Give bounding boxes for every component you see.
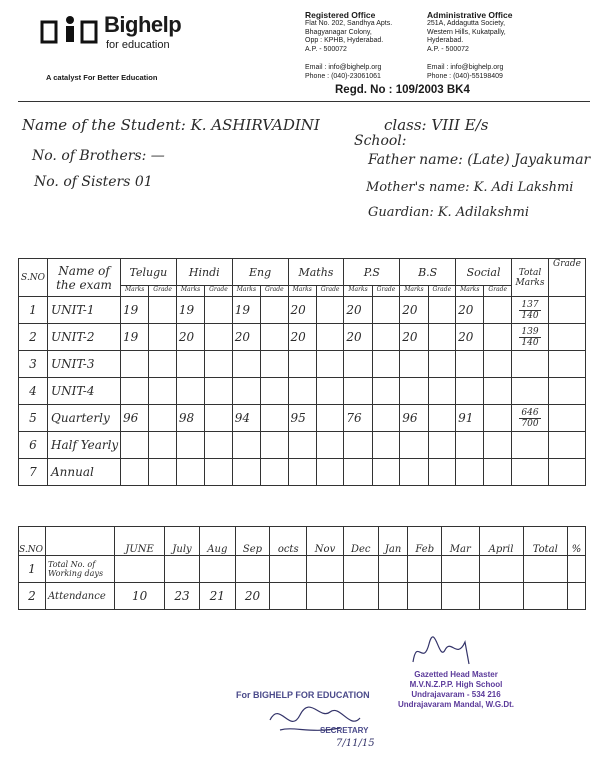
- grade-subheader: Grade: [484, 286, 512, 297]
- subject-grade: [428, 432, 455, 459]
- address-line: A.P. - 500072: [305, 45, 347, 53]
- subject-header: Telugu: [121, 259, 177, 286]
- subject-mark: [232, 378, 260, 405]
- subject-grade: [428, 351, 455, 378]
- total-grade: [549, 459, 586, 486]
- month-header: Dec: [343, 527, 378, 556]
- subject-header: Hindi: [176, 259, 232, 286]
- subject-grade: [205, 351, 232, 378]
- month-header: JUNE: [115, 527, 165, 556]
- table-row: [19, 378, 586, 405]
- row-sno: 1: [19, 297, 48, 324]
- subject-mark: 96: [121, 405, 149, 432]
- subject-grade: [316, 405, 343, 432]
- subject-mark: 20: [288, 297, 316, 324]
- month-header: Jan: [378, 527, 408, 556]
- attendance-value: [442, 556, 479, 583]
- registered-office: [305, 10, 420, 81]
- row-sno: 6: [19, 432, 48, 459]
- subject-grade: [261, 351, 288, 378]
- subject-header: Social: [456, 259, 512, 286]
- total-denominator: 700: [521, 418, 539, 429]
- attendance-header-row: [19, 527, 586, 556]
- grade-subheader: Grade: [428, 286, 455, 297]
- table-row: [19, 297, 586, 324]
- subject-mark: [456, 459, 484, 486]
- exam-name: UNIT-2: [48, 324, 121, 351]
- total-marks-header: Total Marks: [512, 259, 549, 297]
- subject-mark: [232, 432, 260, 459]
- bighelp-stamp: For BIGHELP FOR EDUCATION: [236, 690, 370, 700]
- secretary-signature-icon: [260, 690, 370, 750]
- attendance-value: 23: [165, 583, 200, 610]
- subject-mark: 19: [232, 297, 260, 324]
- attendance-value: [378, 556, 408, 583]
- subject-mark: 20: [344, 297, 372, 324]
- subject-grade: [149, 405, 176, 432]
- total-numerator: 139: [521, 326, 539, 337]
- subject-grade: [372, 459, 399, 486]
- total-denominator: 140: [521, 337, 539, 348]
- table-row: [19, 405, 586, 432]
- month-header: octs: [270, 527, 307, 556]
- subject-mark: [288, 459, 316, 486]
- total-denominator: 140: [521, 310, 539, 321]
- address-line: Hyderabad.: [427, 37, 464, 45]
- subject-grade: [428, 378, 455, 405]
- subject-mark: 20: [400, 297, 428, 324]
- subject-grade: [316, 459, 343, 486]
- subject-grade: [428, 324, 455, 351]
- student-class: class: VIII E/s: [384, 116, 489, 134]
- table-row: [19, 556, 586, 583]
- subject-grade: [484, 297, 512, 324]
- total-marks: [512, 324, 549, 351]
- marks-subheader: Marks: [176, 286, 204, 297]
- sno-header: S.NO: [19, 527, 46, 556]
- subject-grade: [205, 297, 232, 324]
- label-header: [46, 527, 115, 556]
- total-marks: [512, 459, 549, 486]
- subject-mark: [400, 432, 428, 459]
- subject-grade: [428, 405, 455, 432]
- subject-grade: [372, 351, 399, 378]
- sisters-count: No. of Sisters 01: [34, 174, 153, 190]
- subject-grade: [205, 324, 232, 351]
- subject-grade: [261, 297, 288, 324]
- address-line: Bhagyanagar Colony,: [305, 28, 372, 36]
- attendance-value: [270, 556, 307, 583]
- subject-mark: 20: [456, 297, 484, 324]
- total-marks: [512, 432, 549, 459]
- month-header: Aug: [199, 527, 235, 556]
- subject-grade: [149, 324, 176, 351]
- total-marks: [512, 378, 549, 405]
- total-numerator: 137: [521, 299, 539, 310]
- exam-name: Half Yearly: [48, 432, 121, 459]
- subject-grade: [484, 459, 512, 486]
- subject-mark: 98: [176, 405, 204, 432]
- subject-mark: [121, 378, 149, 405]
- subject-mark: [288, 351, 316, 378]
- exam-name: UNIT-1: [48, 297, 121, 324]
- subject-grade: [316, 378, 343, 405]
- subject-grade: [372, 297, 399, 324]
- subject-grade: [149, 459, 176, 486]
- subject-mark: [344, 459, 372, 486]
- subject-mark: [232, 459, 260, 486]
- subject-mark: [121, 351, 149, 378]
- subject-grade: [149, 297, 176, 324]
- grade-subheader: Grade: [205, 286, 232, 297]
- attendance-value: [479, 556, 523, 583]
- guardian-name: Guardian: K. Adilakshmi: [368, 205, 529, 220]
- subject-mark: 20: [456, 324, 484, 351]
- total-marks: [512, 351, 549, 378]
- total-numerator: 646: [521, 407, 539, 418]
- attendance-value: 20: [235, 583, 269, 610]
- row-sno: 5: [19, 405, 48, 432]
- row-sno: 4: [19, 378, 48, 405]
- attendance-value: 10: [115, 583, 165, 610]
- marks-subheader: Marks: [232, 286, 260, 297]
- subject-mark: [288, 378, 316, 405]
- month-header: Mar: [442, 527, 479, 556]
- month-header: Nov: [307, 527, 344, 556]
- attendance-value: 21: [199, 583, 235, 610]
- subject-grade: [316, 351, 343, 378]
- school-label: School:: [354, 133, 407, 149]
- subject-header: Maths: [288, 259, 344, 286]
- grade-header: Grade: [549, 259, 586, 297]
- email: Email : info@bighelp.org: [305, 64, 382, 72]
- attendance-table: [18, 526, 586, 610]
- exam-name: UNIT-4: [48, 378, 121, 405]
- subject-mark: [456, 351, 484, 378]
- attendance-value: [199, 556, 235, 583]
- subject-grade: [205, 459, 232, 486]
- subject-mark: [456, 432, 484, 459]
- subject-grade: [316, 432, 343, 459]
- total-grade: [549, 297, 586, 324]
- address-line: Western Hills, Kukatpally,: [427, 28, 506, 36]
- subject-mark: [400, 378, 428, 405]
- subject-mark: 20: [232, 324, 260, 351]
- phone: Phone : (040)-23061061: [305, 73, 381, 81]
- attendance-value: [567, 583, 585, 610]
- secretary-label: SECRETARY: [320, 726, 369, 735]
- subject-mark: [121, 432, 149, 459]
- address-line: Opp : KPHB, Hyderabad.: [305, 37, 384, 45]
- grade-subheader: Grade: [149, 286, 176, 297]
- subject-grade: [261, 324, 288, 351]
- month-header: %: [567, 527, 585, 556]
- table-row: [19, 459, 586, 486]
- subject-mark: [121, 459, 149, 486]
- marks-table: [18, 258, 586, 486]
- attendance-value: [307, 556, 344, 583]
- subject-mark: [400, 351, 428, 378]
- student-name: Name of the Student: K. ASHIRVADINI: [22, 116, 320, 134]
- subject-grade: [428, 297, 455, 324]
- email: Email : info@bighelp.org: [427, 64, 504, 72]
- row-sno: 2: [19, 324, 48, 351]
- subject-grade: [372, 405, 399, 432]
- subject-mark: [344, 432, 372, 459]
- month-header: April: [479, 527, 523, 556]
- attendance-value: [442, 583, 479, 610]
- subject-grade: [484, 324, 512, 351]
- subject-grade: [484, 405, 512, 432]
- stamp-line: Undrajavaram Mandal, W.G.Dt.: [398, 700, 515, 709]
- table-row: [19, 324, 586, 351]
- attendance-value: [343, 556, 378, 583]
- subject-mark: 20: [344, 324, 372, 351]
- total-grade: [549, 378, 586, 405]
- mother-name: Mother's name: K. Adi Lakshmi: [366, 180, 574, 195]
- stamp-line: Undrajavaram - 534 216: [411, 690, 501, 699]
- address-line: Flat No. 202, Sandhya Apts.: [305, 20, 393, 27]
- month-header: Total: [523, 527, 567, 556]
- total-marks: [512, 297, 549, 324]
- total-grade: [549, 351, 586, 378]
- subject-grade: [205, 405, 232, 432]
- subject-grade: [261, 432, 288, 459]
- attendance-value: [378, 583, 408, 610]
- subject-mark: 20: [400, 324, 428, 351]
- marks-subheader: Marks: [121, 286, 149, 297]
- subject-grade: [205, 378, 232, 405]
- tagline: A catalyst For Better Education: [46, 73, 158, 82]
- exam-name: UNIT-3: [48, 351, 121, 378]
- subject-mark: [176, 432, 204, 459]
- subject-grade: [484, 432, 512, 459]
- exam-header: Name of the exam: [48, 259, 121, 297]
- header-divider: [18, 101, 590, 102]
- attendance-value: [165, 556, 200, 583]
- signature-date: 7/11/15: [336, 738, 375, 749]
- row-label: Attendance: [46, 583, 115, 610]
- registered-office-title: Registered Office: [305, 10, 376, 20]
- subject-mark: 20: [288, 324, 316, 351]
- subject-mark: [176, 351, 204, 378]
- marks-subheader: Marks: [288, 286, 316, 297]
- month-header: Sep: [235, 527, 269, 556]
- row-sno: 3: [19, 351, 48, 378]
- marks-subheader: Marks: [456, 286, 484, 297]
- marks-subheader: Marks: [344, 286, 372, 297]
- total-marks: [512, 405, 549, 432]
- subject-mark: [344, 351, 372, 378]
- brand-subtitle: for education: [106, 39, 170, 51]
- grade-subheader: Grade: [372, 286, 399, 297]
- subject-grade: [149, 351, 176, 378]
- stamp-line: M.V.N.Z.P.P. High School: [409, 680, 503, 689]
- headmaster-signature-icon: [405, 632, 485, 672]
- table-row: [19, 351, 586, 378]
- row-sno: 2: [19, 583, 46, 610]
- headmaster-stamp: [398, 670, 514, 710]
- exam-name: Quarterly: [48, 405, 121, 432]
- brand-name: Bighelp: [104, 12, 182, 37]
- attendance-value: [343, 583, 378, 610]
- attendance-value: [479, 583, 523, 610]
- phone: Phone : (040)-55198409: [427, 73, 503, 81]
- subject-mark: [176, 459, 204, 486]
- attendance-value: [270, 583, 307, 610]
- address-line: 251A, Addagutta Society,: [427, 20, 506, 27]
- stamp-line: Gazetted Head Master: [414, 670, 498, 679]
- month-header: Feb: [408, 527, 442, 556]
- subject-grade: [484, 351, 512, 378]
- father-name: Father name: (Late) Jayakumar: [368, 152, 591, 168]
- attendance-value: [115, 556, 165, 583]
- row-sno: 1: [19, 556, 46, 583]
- subject-grade: [484, 378, 512, 405]
- subject-mark: [456, 378, 484, 405]
- registration-number: Regd. No : 109/2003 BK4: [335, 84, 470, 96]
- subject-grade: [149, 432, 176, 459]
- address-line: A.P. - 500072: [427, 45, 469, 53]
- exam-name: Annual: [48, 459, 121, 486]
- subject-mark: [232, 351, 260, 378]
- subject-header: P.S: [344, 259, 400, 286]
- subject-header: Eng: [232, 259, 288, 286]
- subject-mark: 76: [344, 405, 372, 432]
- month-header: July: [165, 527, 200, 556]
- subject-mark: [400, 459, 428, 486]
- attendance-value: [567, 556, 585, 583]
- brothers-count: No. of Brothers: —: [32, 148, 165, 164]
- subject-mark: 19: [121, 324, 149, 351]
- total-grade: [549, 324, 586, 351]
- attendance-value: [408, 556, 442, 583]
- subject-grade: [205, 432, 232, 459]
- subject-mark: 19: [176, 297, 204, 324]
- attendance-value: [408, 583, 442, 610]
- row-sno: 7: [19, 459, 48, 486]
- subject-mark: 94: [232, 405, 260, 432]
- subject-grade: [261, 405, 288, 432]
- table-row: [19, 432, 586, 459]
- attendance-value: [523, 556, 567, 583]
- subject-grade: [149, 378, 176, 405]
- subject-grade: [428, 459, 455, 486]
- subject-mark: 95: [288, 405, 316, 432]
- subject-grade: [316, 297, 343, 324]
- subject-grade: [372, 432, 399, 459]
- subject-grade: [372, 324, 399, 351]
- row-label: Total No. of Working days: [46, 556, 115, 583]
- subject-mark: 96: [400, 405, 428, 432]
- attendance-value: [307, 583, 344, 610]
- subject-mark: 20: [176, 324, 204, 351]
- subject-mark: [176, 378, 204, 405]
- total-grade: [549, 405, 586, 432]
- bighelp-logo-icon: [40, 12, 100, 46]
- marks-subheader: Marks: [400, 286, 428, 297]
- subject-grade: [261, 459, 288, 486]
- grade-subheader: Grade: [316, 286, 343, 297]
- subject-mark: 91: [456, 405, 484, 432]
- administrative-office-title: Administrative Office: [427, 10, 513, 20]
- attendance-value: [523, 583, 567, 610]
- total-grade: [549, 432, 586, 459]
- subject-header: B.S: [400, 259, 456, 286]
- subject-mark: 19: [121, 297, 149, 324]
- attendance-value: [235, 556, 269, 583]
- subject-mark: [288, 432, 316, 459]
- grade-subheader: Grade: [261, 286, 288, 297]
- subject-mark: [344, 378, 372, 405]
- table-row: [19, 583, 586, 610]
- administrative-office: [427, 10, 547, 81]
- sno-header: S.NO: [19, 259, 48, 297]
- marks-header-row: [19, 259, 586, 286]
- subject-grade: [261, 378, 288, 405]
- subject-grade: [316, 324, 343, 351]
- subject-grade: [372, 378, 399, 405]
